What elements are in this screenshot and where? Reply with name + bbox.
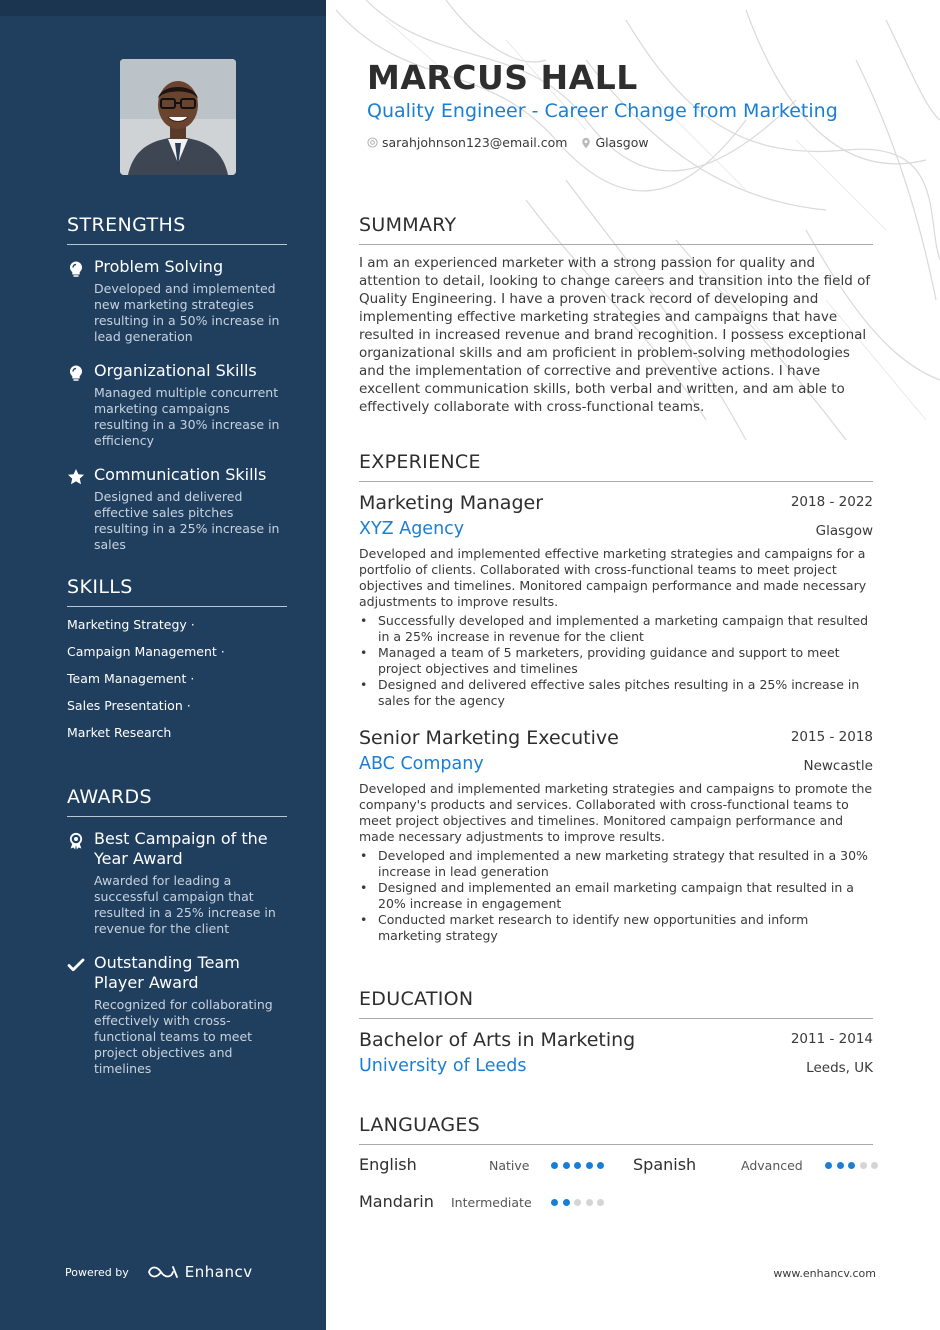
proficiency-dot-filled [825, 1162, 832, 1169]
language-name: Mandarin [359, 1192, 434, 1211]
strength-desc: Developed and implemented new marketing strategies resulting in a 50% increase in lead generation [94, 281, 280, 344]
job-bullets [359, 848, 873, 944]
languages-heading: LANGUAGES [359, 1114, 873, 1145]
lightbulb-icon [67, 260, 85, 278]
language-item [359, 1192, 599, 1214]
experience-entry [359, 492, 873, 709]
award-title: Best Campaign of the Year Award [94, 829, 268, 868]
proficiency-dot-empty [860, 1162, 867, 1169]
education-location: Leeds, UK [806, 1060, 873, 1076]
footer-url[interactable]: www.enhancv.com [773, 1267, 876, 1280]
education-heading: EDUCATION [359, 988, 873, 1019]
star-icon [67, 468, 85, 486]
sidebar [0, 0, 326, 1330]
candidate-title: Quality Engineer - Career Change from Marketing [367, 100, 838, 122]
award-title: Outstanding Team Player Award [94, 953, 240, 992]
job-bullet: • Designed and delivered effective sales pitches resulting in a 25% increase in sales for the agency [359, 677, 873, 709]
job-description: Developed and implemented effective marketing strategies and campaigns for a portfolio of clients. Collaborated with cross-functional teams to meet project objectives and timelines. Monitored campaign performance and made necessary adjustments to improve results. [359, 546, 867, 609]
award-desc: Awarded for leading a successful campaign that resulted in a 25% increase in revenue for the client [94, 873, 276, 936]
powered-by-label: Powered by [65, 1265, 129, 1279]
proficiency-dot-filled [551, 1199, 558, 1206]
enhancv-logo[interactable] [147, 1263, 253, 1281]
job-location: Newcastle [803, 758, 873, 774]
skills-heading: SKILLS [67, 576, 287, 607]
skill-item: Team Management · [67, 671, 195, 686]
job-description: Developed and implemented marketing strategies and campaigns to promote the company's products and services. Collaborated with cross-functional teams to meet project objectives and timelines. Monitored campaign performance and made necessary adjustments to improve results. [359, 781, 873, 844]
at-icon [367, 137, 378, 148]
job-title: Marketing Manager [359, 492, 544, 514]
strength-title: Problem Solving [94, 257, 224, 276]
awards-section [67, 786, 287, 1077]
job-title: Senior Marketing Executive [359, 727, 619, 749]
education-section [359, 988, 873, 1076]
job-company: ABC Company [359, 754, 484, 774]
strength-title: Organizational Skills [94, 361, 257, 380]
language-name: Spanish [633, 1155, 697, 1174]
enhancv-logo-icon [147, 1264, 179, 1280]
language-level: Intermediate [451, 1195, 532, 1210]
proficiency-dot-empty [871, 1162, 878, 1169]
education-dates: 2011 - 2014 [790, 1031, 873, 1047]
proficiency-dot-filled [586, 1162, 593, 1169]
language-dots [825, 1162, 883, 1169]
awards-heading: AWARDS [67, 786, 287, 817]
skills-section [67, 576, 287, 751]
contact-email[interactable] [367, 135, 567, 150]
proficiency-dot-empty [586, 1199, 593, 1206]
strength-item [67, 465, 287, 553]
award-desc: Recognized for collaborating effectively with cross-functional teams to meet project objectives and timelines [94, 997, 273, 1076]
strength-title: Communication Skills [94, 465, 267, 484]
location-text: Glasgow [595, 135, 649, 150]
sidebar-top-bar [0, 0, 326, 16]
strength-desc: Designed and delivered effective sales pitches resulting in a 25% increase in sales [94, 489, 280, 552]
summary-heading: SUMMARY [359, 214, 873, 245]
award-item [67, 953, 287, 1077]
experience-heading: EXPERIENCE [359, 451, 873, 482]
job-bullet: • Successfully developed and implemented a marketing campaign that resulted in a 25% increase in revenue for the client [359, 613, 873, 645]
checkmark-icon [67, 956, 85, 974]
languages-section [359, 1114, 873, 1224]
skill-item: Marketing Strategy · [67, 617, 195, 632]
proficiency-dot-filled [848, 1162, 855, 1169]
skill-item: Campaign Management · [67, 644, 225, 659]
job-bullet: • Managed a team of 5 marketers, providing guidance and support to meet project objectives and timelines [359, 645, 873, 677]
job-dates: 2018 - 2022 [790, 494, 873, 510]
language-item [633, 1155, 873, 1177]
job-bullet: • Developed and implemented a new marketing strategy that resulted in a 30% increase in lead generation [359, 848, 873, 880]
proficiency-dot-empty [574, 1199, 581, 1206]
proficiency-dot-filled [551, 1162, 558, 1169]
proficiency-dot-filled [563, 1199, 570, 1206]
candidate-name: MARCUS HALL [367, 58, 638, 97]
contact-info [367, 135, 663, 150]
medal-icon [67, 832, 85, 850]
brand-name: Enhancv [184, 1263, 253, 1281]
skill-item: Market Research [67, 725, 172, 740]
strength-item [67, 361, 287, 449]
language-dots [551, 1162, 609, 1169]
proficiency-dot-filled [837, 1162, 844, 1169]
language-level: Advanced [741, 1158, 803, 1173]
language-item [359, 1155, 599, 1177]
powered-by [65, 1263, 253, 1281]
job-location: Glasgow [815, 523, 873, 539]
award-item [67, 829, 287, 937]
proficiency-dot-filled [574, 1162, 581, 1169]
location-pin-icon [581, 137, 591, 149]
experience-entry [359, 727, 873, 944]
job-company: XYZ Agency [359, 519, 465, 539]
strength-item [67, 257, 287, 345]
language-level: Native [489, 1158, 530, 1173]
job-dates: 2015 - 2018 [790, 729, 873, 745]
proficiency-dot-filled [563, 1162, 570, 1169]
strengths-heading: STRENGTHS [67, 214, 287, 245]
strengths-section [67, 214, 287, 553]
contact-location [581, 135, 648, 150]
email-text: sarahjohnson123@email.com [382, 135, 568, 150]
job-bullet: • Conducted market research to identify new opportunities and inform marketing strategy [359, 912, 873, 944]
language-dots [551, 1199, 609, 1206]
job-bullets [359, 613, 873, 709]
education-entry [359, 1029, 873, 1076]
profile-photo [120, 59, 236, 175]
lightbulb-icon [67, 364, 85, 382]
school: University of Leeds [359, 1056, 527, 1076]
degree: Bachelor of Arts in Marketing [359, 1029, 636, 1051]
summary-text: I am an experienced marketer with a strong passion for quality and attention to detail, looking to change careers and transition into the field of Quality Engineering. I have a proven track record of developing and implementing effective marketing strategies and campaigns that have resulted in increased revenue and brand recognition. I possess exceptional organizational skills and am proficient in problem-solving methodologies and the implementation of corrective and preventive actions. I have excellent communication skills, both verbal and written, and am able to effectively collaborate with cross-functional teams. [359, 255, 871, 415]
experience-section [359, 451, 873, 944]
skill-item: Sales Presentation · [67, 698, 191, 713]
strength-desc: Managed multiple concurrent marketing campaigns resulting in a 30% increase in efficiency [94, 385, 280, 448]
proficiency-dot-filled [597, 1162, 604, 1169]
summary-section [359, 214, 873, 416]
language-name: English [359, 1155, 417, 1174]
job-bullet: • Designed and implemented an email marketing campaign that resulted in a 20% increase in engagement [359, 880, 873, 912]
proficiency-dot-empty [597, 1199, 604, 1206]
